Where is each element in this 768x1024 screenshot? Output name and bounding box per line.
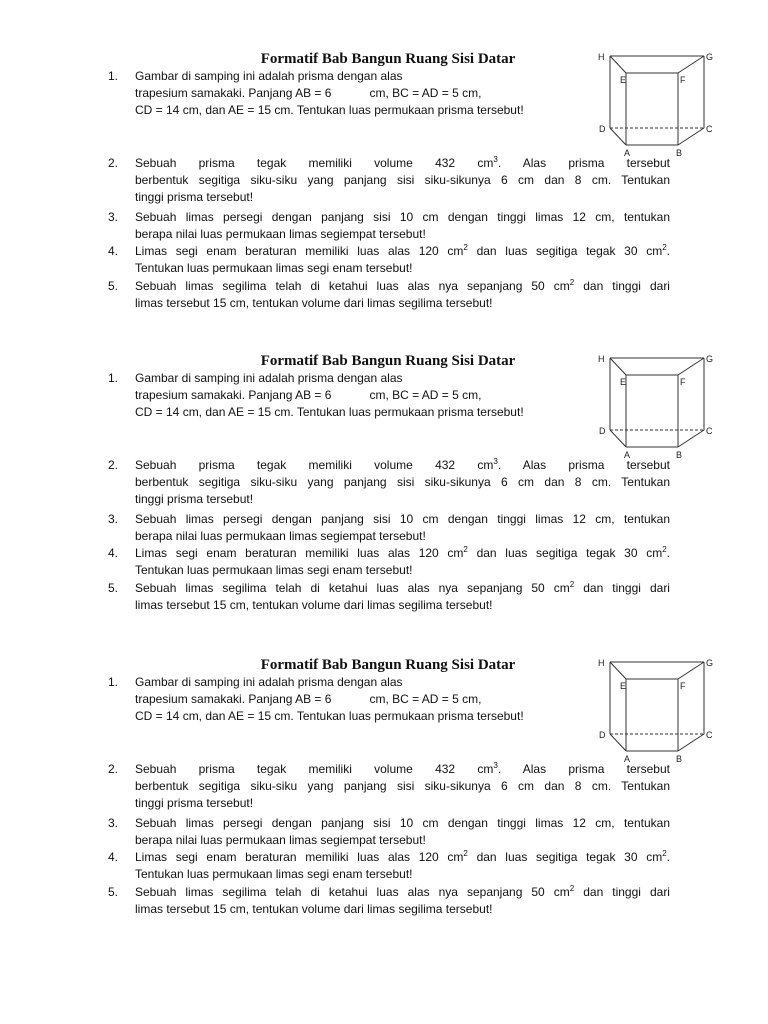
prism-figure (596, 52, 714, 162)
label-g: G (706, 52, 714, 62)
q4-line-1: Limas segi enam beraturan memiliki luas alas 120 $cm^2$ dan luas segitiga tegak 30 $cm^2$. (135, 849, 670, 864)
q3-line-1: Sebuah limas persegi dengan panjang sisi 10 cm dengan tinggi limas 12 cm, tentukan (135, 816, 670, 830)
q5-line-1: Sebuah limas segilima telah di ketahui luas alas nya sepanjang 50 $cm^2$ dan tinggi dari (135, 884, 670, 899)
question-number: 4. (108, 546, 119, 560)
label-c: C (706, 124, 713, 134)
q1-line-3: CD = 14 cm, dan AE = 15 cm. Tentukan luas permukaan prisma tersebut! (135, 103, 524, 117)
label-a: A (624, 754, 631, 764)
q5-line-1: Sebuah limas segilima telah di ketahui luas alas nya sepanjang 50 $cm^2$ dan tinggi dari (135, 580, 670, 595)
q4-line-2: Tentukan luas permukaan limas segi enam tersebut! (135, 261, 413, 275)
label-b: B (676, 754, 683, 764)
question-number: 5. (108, 885, 119, 899)
q5-line-2: limas tersebut 15 cm, tentukan volume dari limas segilima tersebut! (135, 598, 493, 612)
question-number: 3. (108, 512, 119, 526)
label-c: C (706, 730, 713, 740)
quiz-block (0, 352, 768, 652)
q1-line-2: trapesium samakaki. Panjang AB = 6 cm, BC = AD = 5 cm, (135, 86, 482, 100)
label-e: E (620, 377, 627, 387)
q4-line-1: Limas segi enam beraturan memiliki luas alas 120 $cm^2$ dan luas segitiga tegak 30 $cm^2$. (135, 243, 670, 258)
label-a: A (624, 148, 631, 158)
q3-line-2: berapa nilai luas permukaan limas segiempat tersebut! (135, 833, 426, 847)
label-h: H (598, 52, 605, 62)
q2-line-2: berbentuk segitiga siku-siku yang panjang sisi siku-sikunya 6 cm dan 8 cm. Tentukan (135, 173, 670, 187)
q2-line-3: tinggi prisma tersebut! (135, 492, 254, 506)
q1-line-1: Gambar di samping ini adalah prisma dengan alas (135, 371, 403, 385)
question-number: 2. (108, 156, 119, 170)
question-number: 5. (108, 279, 119, 293)
label-c: C (706, 426, 713, 436)
question-number: 4. (108, 244, 119, 258)
label-g: G (706, 354, 714, 364)
label-f: F (680, 377, 686, 387)
label-b: B (676, 148, 683, 158)
label-g: G (706, 658, 714, 668)
label-e: E (620, 75, 627, 85)
q3-line-1: Sebuah limas persegi dengan panjang sisi 10 cm dengan tinggi limas 12 cm, tentukan (135, 210, 670, 224)
q1-line-3: CD = 14 cm, dan AE = 15 cm. Tentukan luas permukaan prisma tersebut! (135, 405, 524, 419)
label-a: A (624, 450, 631, 460)
q2-line-1: Sebuah prisma tegak memiliki volume 432 $cm^3$. Alas prisma tersebut (135, 155, 670, 170)
question-number: 1. (108, 371, 119, 385)
q1-line-1: Gambar di samping ini adalah prisma dengan alas (135, 675, 403, 689)
q2-line-2: berbentuk segitiga siku-siku yang panjang sisi siku-sikunya 6 cm dan 8 cm. Tentukan (135, 779, 670, 793)
question-number: 3. (108, 816, 119, 830)
q4-line-2: Tentukan luas permukaan limas segi enam tersebut! (135, 867, 413, 881)
prism-figure (596, 354, 714, 464)
quiz-title: Formatif Bab Bangun Ruang Sisi Datar (260, 657, 516, 673)
question-number: 2. (108, 458, 119, 472)
q4-line-1: Limas segi enam beraturan memiliki luas alas 120 $cm^2$ dan luas segitiga tegak 30 $cm^2$. (135, 545, 670, 560)
label-d: D (599, 124, 606, 134)
q5-line-2: limas tersebut 15 cm, tentukan volume dari limas segilima tersebut! (135, 902, 493, 916)
q3-line-2: berapa nilai luas permukaan limas segiempat tersebut! (135, 529, 426, 543)
label-b: B (676, 450, 683, 460)
q1-line-3: CD = 14 cm, dan AE = 15 cm. Tentukan luas permukaan prisma tersebut! (135, 709, 524, 723)
label-h: H (598, 354, 605, 364)
q2-line-1: Sebuah prisma tegak memiliki volume 432 $cm^3$. Alas prisma tersebut (135, 761, 670, 776)
quiz-title: Formatif Bab Bangun Ruang Sisi Datar (260, 353, 516, 369)
q3-line-1: Sebuah limas persegi dengan panjang sisi 10 cm dengan tinggi limas 12 cm, tentukan (135, 512, 670, 526)
q2-line-2: berbentuk segitiga siku-siku yang panjang sisi siku-sikunya 6 cm dan 8 cm. Tentukan (135, 475, 670, 489)
question-number: 2. (108, 762, 119, 776)
label-e: E (620, 681, 627, 691)
quiz-title: Formatif Bab Bangun Ruang Sisi Datar (260, 51, 516, 67)
q1-line-2: trapesium samakaki. Panjang AB = 6 cm, BC = AD = 5 cm, (135, 388, 482, 402)
question-number: 3. (108, 210, 119, 224)
quiz-block (0, 656, 768, 956)
question-number: 1. (108, 69, 119, 83)
q2-line-3: tinggi prisma tersebut! (135, 190, 254, 204)
q4-line-2: Tentukan luas permukaan limas segi enam tersebut! (135, 563, 413, 577)
question-number: 1. (108, 675, 119, 689)
q1-line-2: trapesium samakaki. Panjang AB = 6 cm, BC = AD = 5 cm, (135, 692, 482, 706)
q2-line-1: Sebuah prisma tegak memiliki volume 432 $cm^3$. Alas prisma tersebut (135, 457, 670, 472)
question-number: 5. (108, 581, 119, 595)
question-number: 4. (108, 850, 119, 864)
prism-figure (596, 658, 714, 768)
q5-line-1: Sebuah limas segilima telah di ketahui luas alas nya sepanjang 50 $cm^2$ dan tinggi dari (135, 278, 670, 293)
q3-line-2: berapa nilai luas permukaan limas segiempat tersebut! (135, 227, 426, 241)
q2-line-3: tinggi prisma tersebut! (135, 796, 254, 810)
label-h: H (598, 658, 605, 668)
label-f: F (680, 75, 686, 85)
q5-line-2: limas tersebut 15 cm, tentukan volume dari limas segilima tersebut! (135, 296, 493, 310)
quiz-block (0, 50, 768, 350)
label-f: F (680, 681, 686, 691)
label-d: D (599, 730, 606, 740)
q1-line-1: Gambar di samping ini adalah prisma dengan alas (135, 69, 403, 83)
label-d: D (599, 426, 606, 436)
